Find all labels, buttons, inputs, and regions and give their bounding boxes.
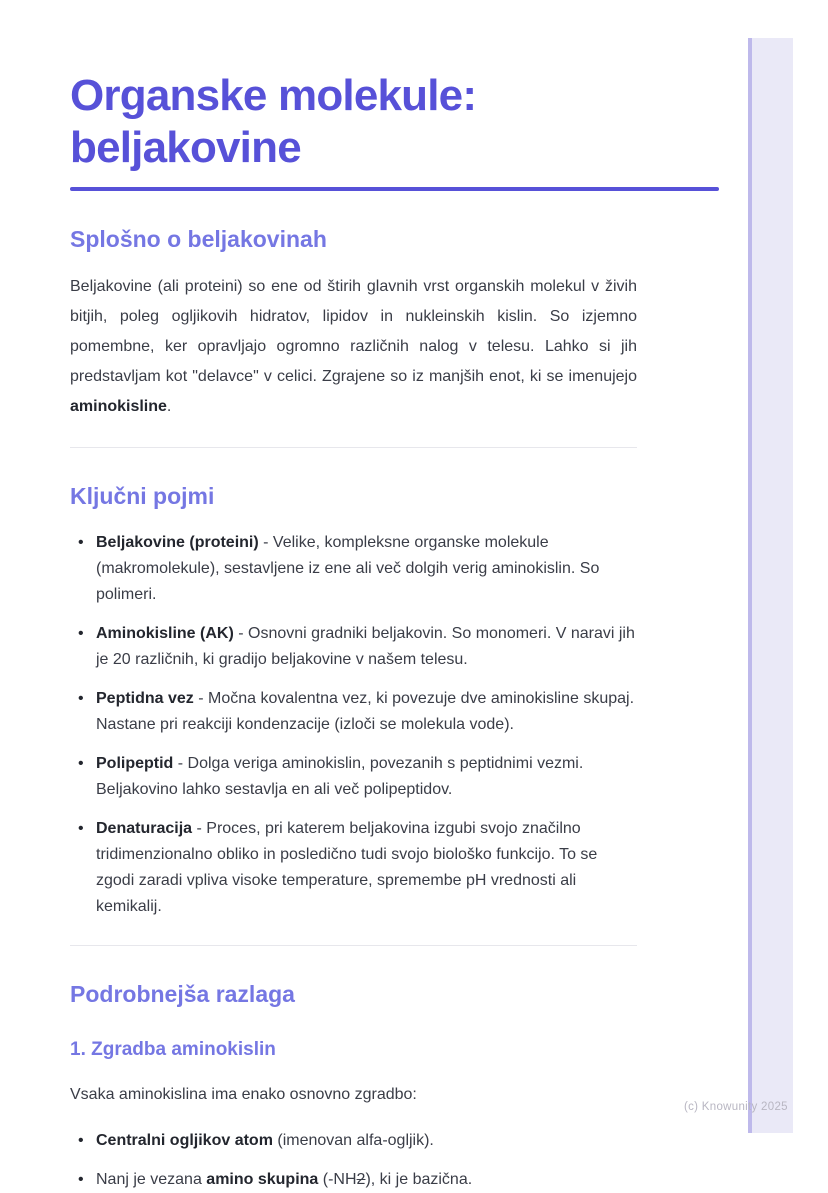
term-description: - Močna kovalentna vez, ki povezuje dve aminokisline skupaj. Nastane pri reakciji kondenzacije (izloči se molekula vode). <box>96 690 635 733</box>
general-paragraph-bold-term: aminokisline <box>70 398 167 415</box>
item-mid-text: (imenovan alfa-ogljik). <box>272 1132 434 1149</box>
section-divider <box>70 447 637 448</box>
term-label: amino skupina <box>206 1171 319 1188</box>
term-label: Beljakovine (proteini) <box>96 534 259 551</box>
list-item <box>70 751 637 803</box>
document-content <box>70 0 637 1193</box>
term-label: Denaturacija <box>96 820 193 837</box>
term-description: - Velike, kompleksne organske molekule (makromolekule), sestavljene iz ene ali več dolgih verig aminokislin. So polimeri. <box>96 534 600 603</box>
list-item <box>70 686 637 738</box>
item-mid-text: (-NH <box>318 1171 357 1188</box>
structure-intro-paragraph: Vsaka aminokislina ima enako osnovno zgradbo: <box>70 1086 417 1103</box>
key-terms-list <box>70 530 637 920</box>
term-label: Peptidna vez <box>96 690 194 707</box>
term-description: - Dolga veriga aminokislin, povezanih s peptidnimi vezmi. Beljakovino lahko sestavlja en ali več polipeptidov. <box>96 755 584 798</box>
list-item <box>70 530 637 608</box>
general-paragraph-suffix: . <box>166 398 172 415</box>
item-post-text: ), ki je bazična. <box>365 1171 473 1188</box>
term-description: - Osnovni gradniki beljakovin. So monomeri. V naravi jih je 20 različnih, ki gradijo beljakovine v našem telesu. <box>96 625 635 668</box>
list-item <box>70 621 637 673</box>
title-underline-rule <box>70 187 719 191</box>
section-heading-general: Splošno o beljakovinah <box>70 226 327 252</box>
term-label: Centralni ogljikov atom <box>96 1132 273 1149</box>
term-description: - Proces, pri katerem beljakovina izgubi svojo značilno tridimenzionalno obliko in posledično tudi svojo biološko funkcijo. To se zgodi zaradi vpliva visoke temperature, spremembe pH vrednosti ali kemikalij. <box>96 820 598 915</box>
list-item <box>70 816 637 920</box>
copyright-notice: (c) Knowunity 2025 <box>684 1101 788 1113</box>
term-label: Polipeptid <box>96 755 174 772</box>
decorative-side-bar <box>748 38 793 1133</box>
item-pre-text: Nanj je vezana <box>96 1171 207 1188</box>
subsection-heading-structure: 1. Zgradba aminokislin <box>70 1039 276 1060</box>
section-heading-details: Podrobnejša razlaga <box>70 981 295 1007</box>
section-divider <box>70 945 637 946</box>
page-title: Organske molekule: beljakovine <box>70 71 477 172</box>
general-paragraph-text: Beljakovine (ali proteini) so ene od štirih glavnih vrst organskih molekul v živih bitjih, poleg ogljikovih hidratov, lipidov in nukleinskih kislin. So izjemno pomembne, ker opravljajo ogromno različnih nalog v telesu. Lahko si jih predstavljam kot "delavce" v celici. Zgrajene so iz manjših enot, ki se imenujejo <box>70 278 637 385</box>
general-paragraph <box>70 272 637 422</box>
term-label: Aminokisline (AK) <box>96 625 234 642</box>
structure-list <box>70 1128 637 1193</box>
nh2-subscript: 2 <box>356 1171 366 1188</box>
section-heading-key-terms: Ključni pojmi <box>70 483 215 509</box>
list-item <box>70 1128 637 1154</box>
